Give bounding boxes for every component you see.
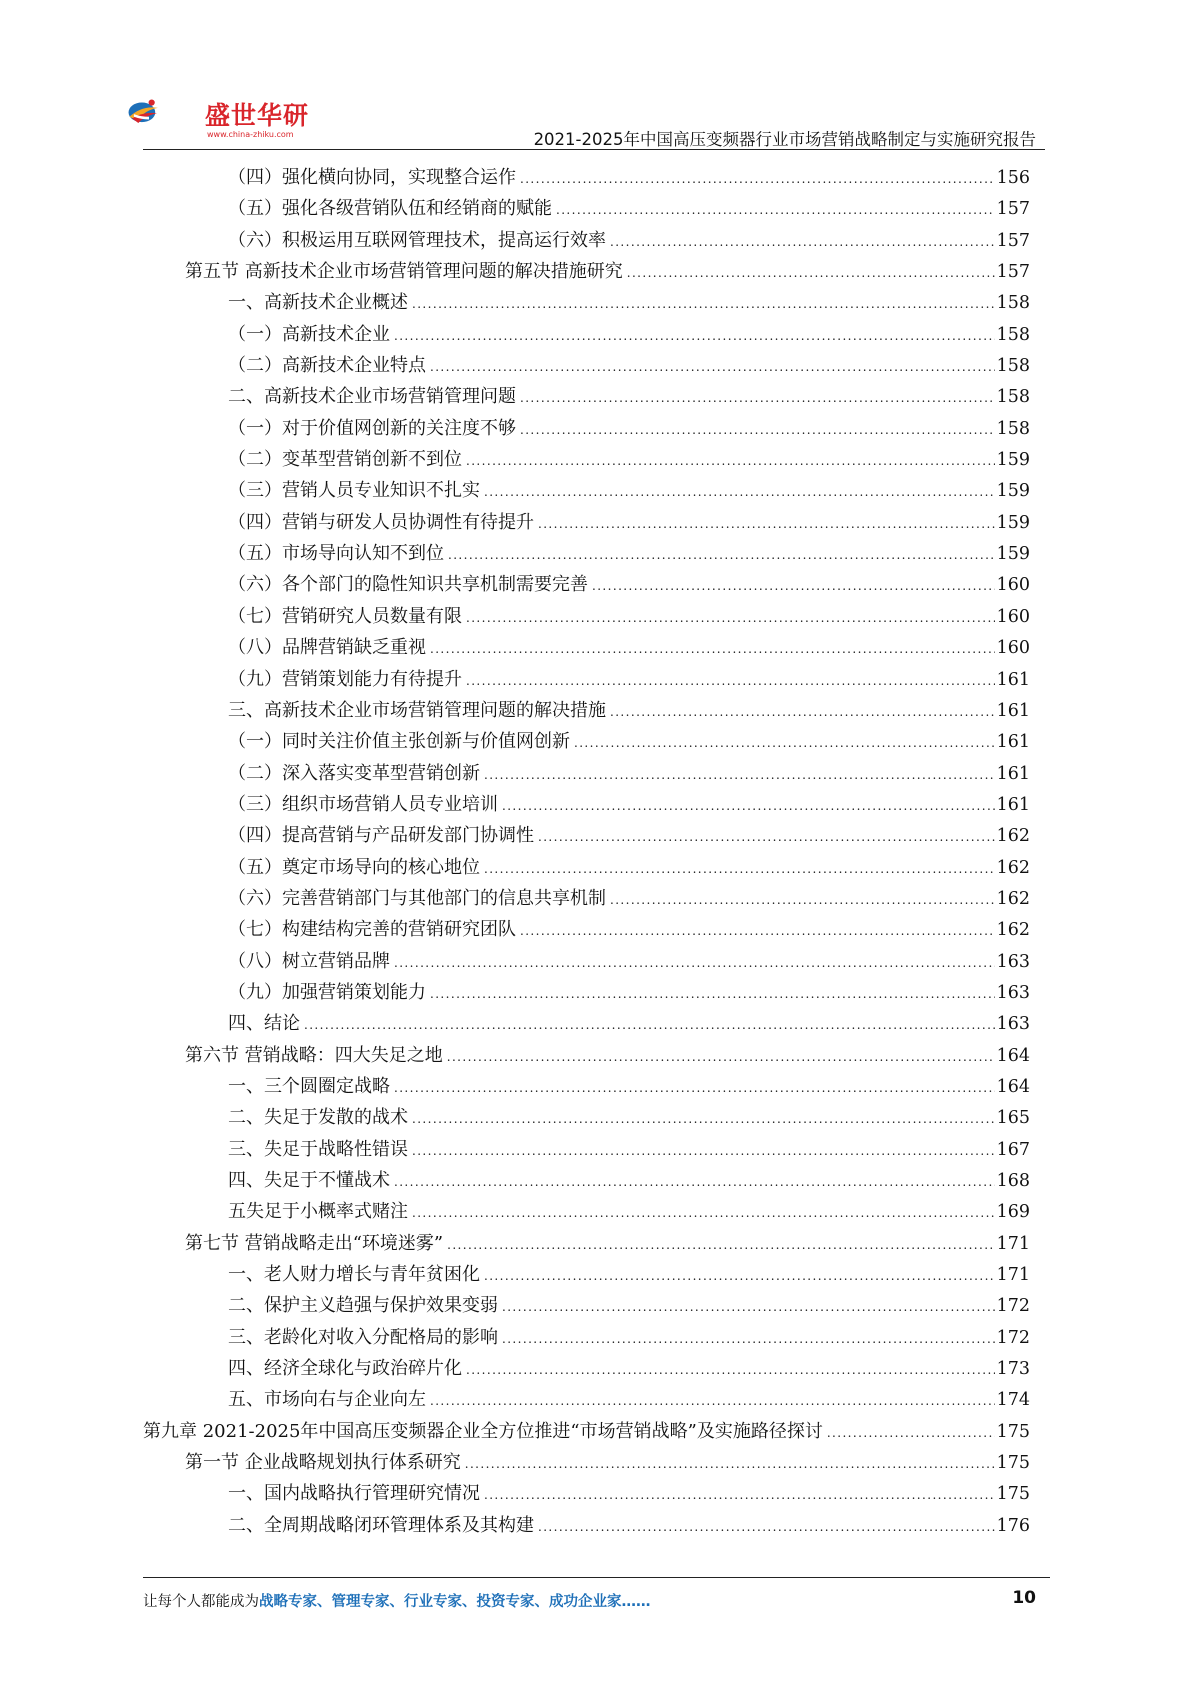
toc-entry[interactable] [143,601,1030,632]
toc-page-number: 171 [996,1233,1030,1254]
report-title: 2021-2025年中国高压变频器行业市场营销战略制定与实施研究报告 [533,130,1036,149]
toc-entry[interactable] [143,758,1030,789]
toc-dot-leader [394,1176,995,1188]
toc-page-number: 173 [996,1359,1030,1380]
toc-entry[interactable] [143,1008,1030,1039]
page-number: 10 [1012,1588,1036,1608]
toc-entry[interactable] [143,538,1030,569]
toc-page-number: 158 [996,356,1030,377]
toc-entry-title: 二、失足于发散的战术 [228,1107,408,1129]
toc-entry-title: （四）强化横向协同，实现整合运作 [228,167,516,188]
toc-entry[interactable] [143,287,1030,318]
toc-dot-leader [430,361,995,373]
toc-entry[interactable] [143,162,1030,193]
toc-dot-leader [412,1113,995,1125]
toc-entry-title: （六）完善营销部门与其他部门的信息共享机制 [228,887,606,909]
toc-entry-title: （一）高新技术企业 [228,323,390,345]
toc-entry[interactable] [143,820,1030,851]
toc-page-number: 159 [996,544,1030,565]
toc-page-number: 161 [996,669,1030,690]
toc-page-number: 162 [996,826,1030,847]
toc-page-number: 159 [996,512,1030,533]
toc-dot-leader [394,1082,995,1094]
toc-dot-leader [466,1364,995,1376]
toc-entry-title: （五）市场导向认知不到位 [228,543,444,565]
toc-entry[interactable] [143,569,1030,600]
toc-dot-leader [466,455,995,467]
toc-entry-title: （六）积极运用互联网管理技术，提高运行效率 [228,229,606,251]
page-header [0,0,1191,150]
shengshi-huayan-logo-icon [125,78,205,144]
toc-entry-title: （四）营销与研发人员协调性有待提升 [228,511,534,533]
toc-page-number: 161 [996,763,1030,784]
toc-page-number: 174 [996,1390,1030,1411]
toc-entry[interactable] [143,914,1030,945]
toc-entry-title: 一、国内战略执行管理研究情况 [228,1483,480,1505]
toc-page-number: 175 [996,1453,1030,1474]
toc-page-number: 164 [996,1076,1030,1097]
toc-dot-leader [304,1019,995,1031]
toc-entry[interactable] [143,381,1030,412]
toc-page-number: 169 [996,1202,1030,1223]
toc-entry[interactable] [143,1102,1030,1133]
toc-entry[interactable] [143,350,1030,381]
toc-page-number: 163 [996,982,1030,1003]
toc-entry[interactable] [143,1134,1030,1165]
toc-entry[interactable] [143,193,1030,224]
toc-entry-title: （七）营销研究人员数量有限 [228,605,462,627]
toc-entry-title: 三、老龄化对收入分配格局的影响 [228,1326,498,1348]
toc-entry[interactable] [143,1510,1030,1541]
toc-entry-title: （三）营销人员专业知识不扎实 [228,480,480,502]
toc-page-number: 162 [996,888,1030,909]
toc-entry-title: （五）奠定市场导向的核心地位 [228,856,480,878]
toc-dot-leader [465,1458,995,1470]
toc-entry-title: 四、经济全球化与政治碎片化 [228,1358,462,1380]
toc-entry[interactable] [143,1228,1030,1259]
footer-divider [143,1577,1050,1578]
toc-dot-leader [430,988,995,1000]
toc-page-number: 157 [996,262,1030,283]
toc-dot-leader [502,1301,995,1313]
toc-entry-title: （六）各个部门的隐性知识共享机制需要完善 [228,574,588,596]
slogan-lead: 让每个人都能成为 [143,1594,259,1610]
toc-entry[interactable] [143,256,1030,287]
toc-entry[interactable] [143,726,1030,757]
toc-entry-title: （一）同时关注价值主张创新与价值网创新 [228,731,570,753]
toc-entry[interactable] [143,946,1030,977]
table-of-contents [143,162,1030,1541]
toc-entry-title: 第五节 高新技术企业市场营销管理问题的解决措施研究 [185,261,623,283]
toc-entry-title: 五、市场向右与企业向左 [228,1389,426,1411]
toc-dot-leader [412,1207,995,1219]
toc-dot-leader [412,1145,995,1157]
toc-entry-title: 第一节 企业战略规划执行体系研究 [185,1452,461,1474]
toc-page-number: 162 [996,920,1030,941]
toc-entry[interactable] [143,1353,1030,1384]
toc-entry[interactable] [143,319,1030,350]
toc-page-number: 157 [996,230,1030,251]
toc-dot-leader [484,1489,995,1501]
toc-dot-leader [538,831,995,843]
toc-entry-title: 第七节 营销战略走出“环境迷雾” [185,1232,444,1254]
toc-entry-title: 五失足于小概率式赌注 [228,1201,408,1223]
slogan-highlight: 战略专家、管理专家、行业专家、投资专家、成功企业家…… [259,1594,651,1610]
toc-page-number: 158 [996,324,1030,345]
toc-entry-title: （九）营销策划能力有待提升 [228,668,462,690]
toc-dot-leader [484,769,995,781]
toc-page-number: 160 [996,575,1030,596]
toc-dot-leader [502,1333,995,1345]
toc-entry[interactable] [143,1322,1030,1353]
toc-entry-title: 三、高新技术企业市场营销管理问题的解决措施 [228,699,606,721]
toc-entry-title: 四、结论 [228,1013,300,1035]
toc-page-number: 161 [996,700,1030,721]
toc-entry-title: （八）品牌营销缺乏重视 [228,637,426,659]
toc-entry[interactable] [143,1384,1030,1415]
toc-dot-leader [466,612,995,624]
toc-page-number: 158 [996,293,1030,314]
toc-entry[interactable] [143,1040,1030,1071]
toc-dot-leader [538,518,995,530]
toc-page-number: 172 [996,1327,1030,1348]
toc-page-number: 171 [996,1265,1030,1286]
toc-entry[interactable] [143,1416,1030,1447]
toc-page-number: 167 [996,1139,1030,1160]
toc-dot-leader [430,643,995,655]
toc-entry-title: （四）提高营销与产品研发部门协调性 [228,825,534,847]
toc-entry-title: （九）加强营销策划能力 [228,981,426,1003]
toc-entry-title: 二、高新技术企业市场营销管理问题 [228,386,516,408]
toc-entry[interactable] [143,507,1030,538]
toc-dot-leader [484,1270,995,1282]
footer-slogan [143,1590,651,1611]
toc-dot-leader [447,1239,994,1251]
toc-entry[interactable] [143,1478,1030,1509]
toc-entry[interactable] [143,695,1030,726]
toc-entry[interactable] [143,1447,1030,1478]
toc-entry-title: （七）构建结构完善的营销研究团队 [228,919,516,941]
toc-entry-title: （八）树立营销品牌 [228,950,390,972]
toc-page-number: 163 [996,1014,1030,1035]
toc-page-number: 158 [996,387,1030,408]
toc-page-number: 159 [996,450,1030,471]
toc-dot-leader [538,1521,995,1533]
toc-dot-leader [412,298,995,310]
toc-entry[interactable] [143,632,1030,663]
toc-page-number: 165 [996,1108,1030,1129]
toc-page-number: 161 [996,732,1030,753]
toc-dot-leader [447,1051,995,1063]
toc-entry-title: 一、高新技术企业概述 [228,292,408,314]
toc-dot-leader [520,925,995,937]
toc-dot-leader [610,894,995,906]
toc-entry[interactable] [143,475,1030,506]
toc-dot-leader [574,737,995,749]
toc-dot-leader [610,236,995,248]
header-divider [143,149,1045,150]
toc-entry[interactable] [143,1165,1030,1196]
toc-dot-leader [448,549,995,561]
toc-page-number: 175 [996,1421,1030,1442]
toc-entry-title: （三）组织市场营销人员专业培训 [228,793,498,815]
toc-page-number: 160 [996,606,1030,627]
logo-text: 盛世华研 [205,101,310,130]
toc-dot-leader [466,675,995,687]
toc-page-number: 164 [996,1045,1030,1066]
toc-dot-leader [502,800,995,812]
toc-page-number: 156 [996,168,1030,188]
toc-dot-leader [394,957,995,969]
toc-dot-leader [556,204,995,216]
toc-entry[interactable] [143,1196,1030,1227]
toc-dot-leader [520,173,995,185]
toc-entry[interactable] [143,1259,1030,1290]
toc-entry-title: （二）高新技术企业特点 [228,355,426,377]
toc-page-number: 157 [996,199,1030,220]
toc-entry[interactable] [143,444,1030,475]
toc-page-number: 168 [996,1171,1030,1191]
toc-page-number: 161 [996,794,1030,815]
toc-entry-title: （二）深入落实变革型营销创新 [228,762,480,784]
toc-entry[interactable] [143,883,1030,914]
toc-dot-leader [627,267,995,279]
logo-url: www.china-zhiku.com [207,130,294,139]
toc-dot-leader [520,424,995,436]
toc-entry-title: 第六节 营销战略：四大失足之地 [185,1044,443,1066]
toc-entry[interactable] [143,852,1030,883]
toc-entry-title: 四、失足于不懂战术 [228,1170,390,1191]
toc-entry[interactable] [143,1071,1030,1102]
toc-page-number: 172 [996,1296,1030,1317]
toc-dot-leader [430,1395,995,1407]
toc-page-number: 162 [996,857,1030,878]
toc-entry-title: 三、失足于战略性错误 [228,1138,408,1160]
toc-page-number: 175 [996,1484,1030,1505]
toc-entry[interactable] [143,1290,1030,1321]
toc-page-number: 176 [996,1515,1030,1536]
toc-entry-title: 第九章 2021-2025年中国高压变频器企业全方位推进“市场营销战略”及实施路径探讨 [143,1420,823,1442]
toc-entry[interactable] [143,413,1030,444]
toc-entry[interactable] [143,977,1030,1008]
toc-entry-title: 二、保护主义趋强与保护效果变弱 [228,1295,498,1317]
toc-dot-leader [610,706,995,718]
toc-dot-leader [520,392,995,404]
toc-entry[interactable] [143,789,1030,820]
toc-entry-title: （五）强化各级营销队伍和经销商的赋能 [228,198,552,220]
toc-entry-title: （二）变革型营销创新不到位 [228,449,462,471]
toc-page-number: 159 [996,481,1030,502]
toc-entry-title: 一、三个圆圈定战略 [228,1075,390,1097]
toc-dot-leader [484,863,995,875]
toc-dot-leader [394,330,995,342]
toc-dot-leader [592,580,995,592]
toc-entry-title: 一、老人财力增长与青年贫困化 [228,1264,480,1286]
toc-entry[interactable] [143,664,1030,695]
toc-page-number: 163 [996,951,1030,972]
toc-page-number: 160 [996,638,1030,659]
toc-entry[interactable] [143,225,1030,256]
toc-dot-leader [484,486,995,498]
toc-page-number: 158 [996,418,1030,439]
toc-entry-title: （一）对于价值网创新的关注度不够 [228,417,516,439]
toc-dot-leader [827,1427,995,1439]
toc-entry-title: 二、全周期战略闭环管理体系及其构建 [228,1514,534,1536]
